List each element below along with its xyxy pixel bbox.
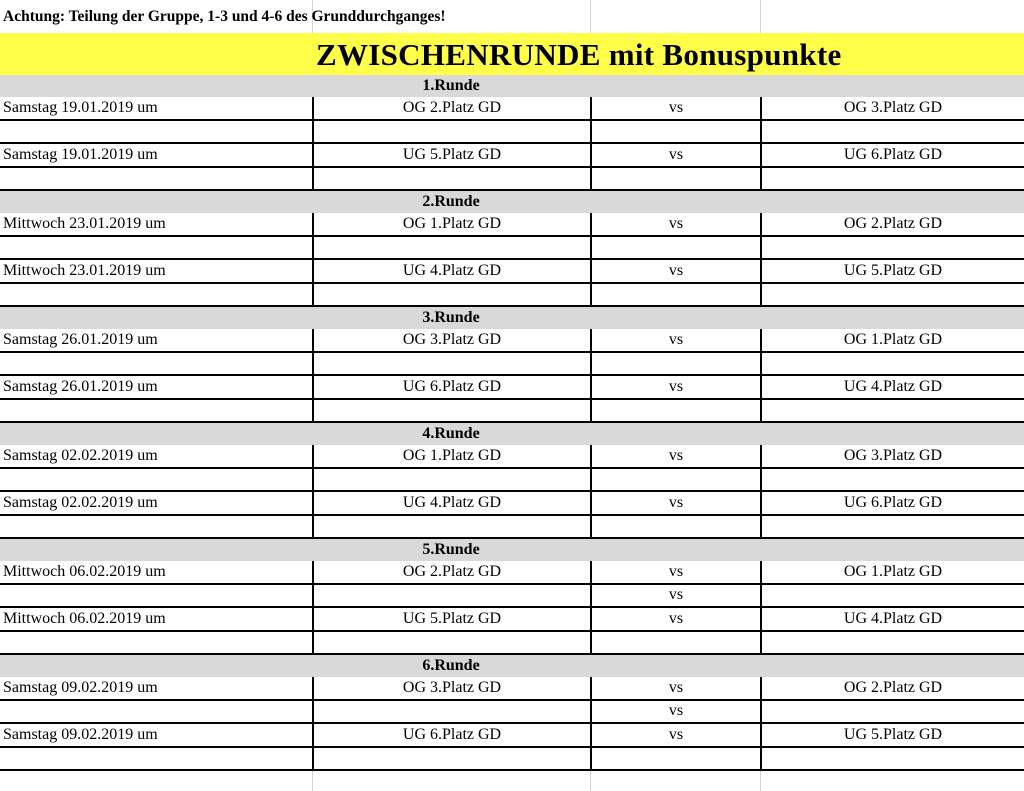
home-team-cell[interactable] bbox=[312, 701, 590, 723]
match-row bbox=[0, 400, 1024, 424]
away-team-cell[interactable] bbox=[760, 284, 1024, 306]
away-team-cell[interactable] bbox=[760, 237, 1024, 259]
date-cell[interactable] bbox=[0, 748, 312, 770]
home-team-cell[interactable]: OG 2.Platz GD bbox=[312, 97, 590, 119]
away-team-cell[interactable] bbox=[760, 748, 1024, 770]
home-team-cell[interactable]: OG 3.Platz GD bbox=[312, 677, 590, 699]
title-row bbox=[0, 33, 1024, 75]
vs-cell[interactable]: vs bbox=[590, 97, 760, 119]
date-cell[interactable] bbox=[0, 469, 312, 491]
date-cell[interactable] bbox=[0, 516, 312, 538]
home-team-cell[interactable] bbox=[312, 748, 590, 770]
date-cell[interactable]: Samstag 02.02.2019 um bbox=[3, 493, 158, 511]
round-label[interactable]: 3.Runde bbox=[422, 309, 480, 326]
vs-cell[interactable]: vs bbox=[590, 724, 760, 746]
away-team-cell[interactable]: OG 3.Platz GD bbox=[760, 97, 1024, 119]
match-row bbox=[0, 608, 1024, 632]
vs-cell[interactable] bbox=[590, 353, 760, 375]
match-row bbox=[0, 632, 1024, 656]
away-team-cell[interactable] bbox=[760, 585, 1024, 607]
match-row bbox=[0, 445, 1024, 469]
match-row bbox=[0, 213, 1024, 237]
date-cell[interactable] bbox=[0, 400, 312, 422]
date-cell[interactable] bbox=[0, 632, 312, 654]
home-team-cell[interactable] bbox=[312, 469, 590, 491]
away-team-cell[interactable]: UG 6.Platz GD bbox=[760, 144, 1024, 166]
vs-cell[interactable] bbox=[590, 237, 760, 259]
date-cell[interactable] bbox=[0, 168, 312, 190]
match-row bbox=[0, 585, 1024, 609]
round-header bbox=[0, 655, 1024, 677]
round-label[interactable]: 1.Runde bbox=[422, 77, 480, 94]
home-team-cell[interactable] bbox=[312, 168, 590, 190]
home-team-cell[interactable] bbox=[312, 585, 590, 607]
round-header bbox=[0, 191, 1024, 213]
vs-cell[interactable]: vs bbox=[590, 585, 760, 607]
home-team-cell[interactable]: UG 6.Platz GD bbox=[312, 724, 590, 746]
vs-cell[interactable]: vs bbox=[590, 608, 760, 630]
notice-text[interactable]: Achtung: Teilung der Gruppe, 1-3 und 4-6 des Grunddurchganges! bbox=[3, 8, 446, 26]
vs-cell[interactable]: vs bbox=[590, 144, 760, 166]
match-row bbox=[0, 353, 1024, 377]
home-team-cell[interactable] bbox=[312, 353, 590, 375]
away-team-cell[interactable]: OG 1.Platz GD bbox=[760, 329, 1024, 351]
home-team-cell[interactable] bbox=[312, 237, 590, 259]
away-team-cell[interactable]: OG 3.Platz GD bbox=[760, 445, 1024, 467]
date-cell[interactable] bbox=[0, 585, 312, 607]
date-cell[interactable]: Samstag 26.01.2019 um bbox=[3, 377, 158, 395]
match-row bbox=[0, 144, 1024, 168]
date-cell[interactable]: Samstag 19.01.2019 um bbox=[3, 98, 158, 116]
date-cell[interactable] bbox=[0, 121, 312, 143]
round-label[interactable]: 6.Runde bbox=[422, 657, 480, 674]
date-cell[interactable] bbox=[0, 237, 312, 259]
match-row bbox=[0, 561, 1024, 585]
away-team-cell[interactable]: UG 6.Platz GD bbox=[760, 492, 1024, 514]
home-team-cell[interactable]: OG 1.Platz GD bbox=[312, 213, 590, 235]
away-team-cell[interactable]: UG 5.Platz GD bbox=[760, 260, 1024, 282]
home-team-cell[interactable]: UG 6.Platz GD bbox=[312, 376, 590, 398]
home-team-cell[interactable]: OG 3.Platz GD bbox=[312, 329, 590, 351]
match-row bbox=[0, 748, 1024, 772]
match-row bbox=[0, 121, 1024, 145]
match-row bbox=[0, 492, 1024, 516]
date-cell[interactable] bbox=[0, 284, 312, 306]
round-label[interactable]: 4.Runde bbox=[422, 425, 480, 442]
round-header bbox=[0, 423, 1024, 445]
date-cell[interactable]: Mittwoch 23.01.2019 um bbox=[3, 214, 166, 232]
home-team-cell[interactable]: UG 4.Platz GD bbox=[312, 260, 590, 282]
home-team-cell[interactable]: OG 1.Platz GD bbox=[312, 445, 590, 467]
match-row bbox=[0, 97, 1024, 121]
vs-cell[interactable]: vs bbox=[590, 701, 760, 723]
match-row bbox=[0, 237, 1024, 261]
match-row bbox=[0, 376, 1024, 400]
date-cell[interactable]: Samstag 19.01.2019 um bbox=[3, 145, 158, 163]
match-row bbox=[0, 701, 1024, 725]
home-team-cell[interactable] bbox=[312, 400, 590, 422]
vs-cell[interactable] bbox=[590, 284, 760, 306]
date-cell[interactable]: Mittwoch 06.02.2019 um bbox=[3, 609, 166, 627]
date-cell[interactable]: Samstag 26.01.2019 um bbox=[3, 330, 158, 348]
away-team-cell[interactable] bbox=[760, 701, 1024, 723]
round-header bbox=[0, 539, 1024, 561]
away-team-cell[interactable]: OG 1.Platz GD bbox=[760, 561, 1024, 583]
match-row bbox=[0, 329, 1024, 353]
away-team-cell[interactable] bbox=[760, 121, 1024, 143]
home-team-cell[interactable] bbox=[312, 121, 590, 143]
vs-cell[interactable] bbox=[590, 469, 760, 491]
vs-cell[interactable]: vs bbox=[590, 561, 760, 583]
round-header bbox=[0, 75, 1024, 97]
home-team-cell[interactable] bbox=[312, 516, 590, 538]
away-team-cell[interactable]: UG 4.Platz GD bbox=[760, 376, 1024, 398]
home-team-cell[interactable] bbox=[312, 284, 590, 306]
date-cell[interactable]: Samstag 02.02.2019 um bbox=[3, 446, 158, 464]
away-team-cell[interactable]: OG 2.Platz GD bbox=[760, 213, 1024, 235]
vs-cell[interactable] bbox=[590, 748, 760, 770]
match-row bbox=[0, 516, 1024, 540]
vs-cell[interactable]: vs bbox=[590, 445, 760, 467]
notice-row bbox=[0, 3, 1024, 31]
match-row bbox=[0, 168, 1024, 192]
match-row bbox=[0, 724, 1024, 748]
match-row bbox=[0, 677, 1024, 701]
away-team-cell[interactable] bbox=[760, 400, 1024, 422]
home-team-cell[interactable]: OG 2.Platz GD bbox=[312, 561, 590, 583]
away-team-cell[interactable] bbox=[760, 168, 1024, 190]
vs-cell[interactable]: vs bbox=[590, 329, 760, 351]
date-cell[interactable]: Mittwoch 06.02.2019 um bbox=[3, 562, 166, 580]
vs-cell[interactable] bbox=[590, 400, 760, 422]
vs-cell[interactable]: vs bbox=[590, 677, 760, 699]
match-row bbox=[0, 260, 1024, 284]
date-cell[interactable]: Samstag 09.02.2019 um bbox=[3, 678, 158, 696]
home-team-cell[interactable]: UG 5.Platz GD bbox=[312, 144, 590, 166]
vs-cell[interactable]: vs bbox=[590, 492, 760, 514]
vs-cell[interactable] bbox=[590, 121, 760, 143]
away-team-cell[interactable]: UG 4.Platz GD bbox=[760, 608, 1024, 630]
date-cell[interactable] bbox=[0, 701, 312, 723]
home-team-cell[interactable]: UG 5.Platz GD bbox=[312, 608, 590, 630]
away-team-cell[interactable] bbox=[760, 632, 1024, 654]
vs-cell[interactable] bbox=[590, 632, 760, 654]
home-team-cell[interactable]: UG 4.Platz GD bbox=[312, 492, 590, 514]
vs-cell[interactable] bbox=[590, 516, 760, 538]
away-team-cell[interactable] bbox=[760, 353, 1024, 375]
date-cell[interactable]: Mittwoch 23.01.2019 um bbox=[3, 261, 166, 279]
date-cell[interactable] bbox=[0, 353, 312, 375]
home-team-cell[interactable] bbox=[312, 632, 590, 654]
page-title[interactable]: ZWISCHENRUNDE mit Bonuspunkte bbox=[316, 36, 842, 72]
round-label[interactable]: 5.Runde bbox=[422, 541, 480, 558]
away-team-cell[interactable] bbox=[760, 516, 1024, 538]
vs-cell[interactable]: vs bbox=[590, 376, 760, 398]
round-header bbox=[0, 307, 1024, 329]
away-team-cell[interactable] bbox=[760, 469, 1024, 491]
vs-cell[interactable]: vs bbox=[590, 260, 760, 282]
match-row bbox=[0, 469, 1024, 493]
vs-cell[interactable] bbox=[590, 168, 760, 190]
vs-cell[interactable]: vs bbox=[590, 213, 760, 235]
date-cell[interactable]: Samstag 09.02.2019 um bbox=[3, 725, 158, 743]
away-team-cell[interactable]: UG 5.Platz GD bbox=[760, 724, 1024, 746]
round-label[interactable]: 2.Runde bbox=[422, 193, 480, 210]
away-team-cell[interactable]: OG 2.Platz GD bbox=[760, 677, 1024, 699]
match-row bbox=[0, 284, 1024, 308]
